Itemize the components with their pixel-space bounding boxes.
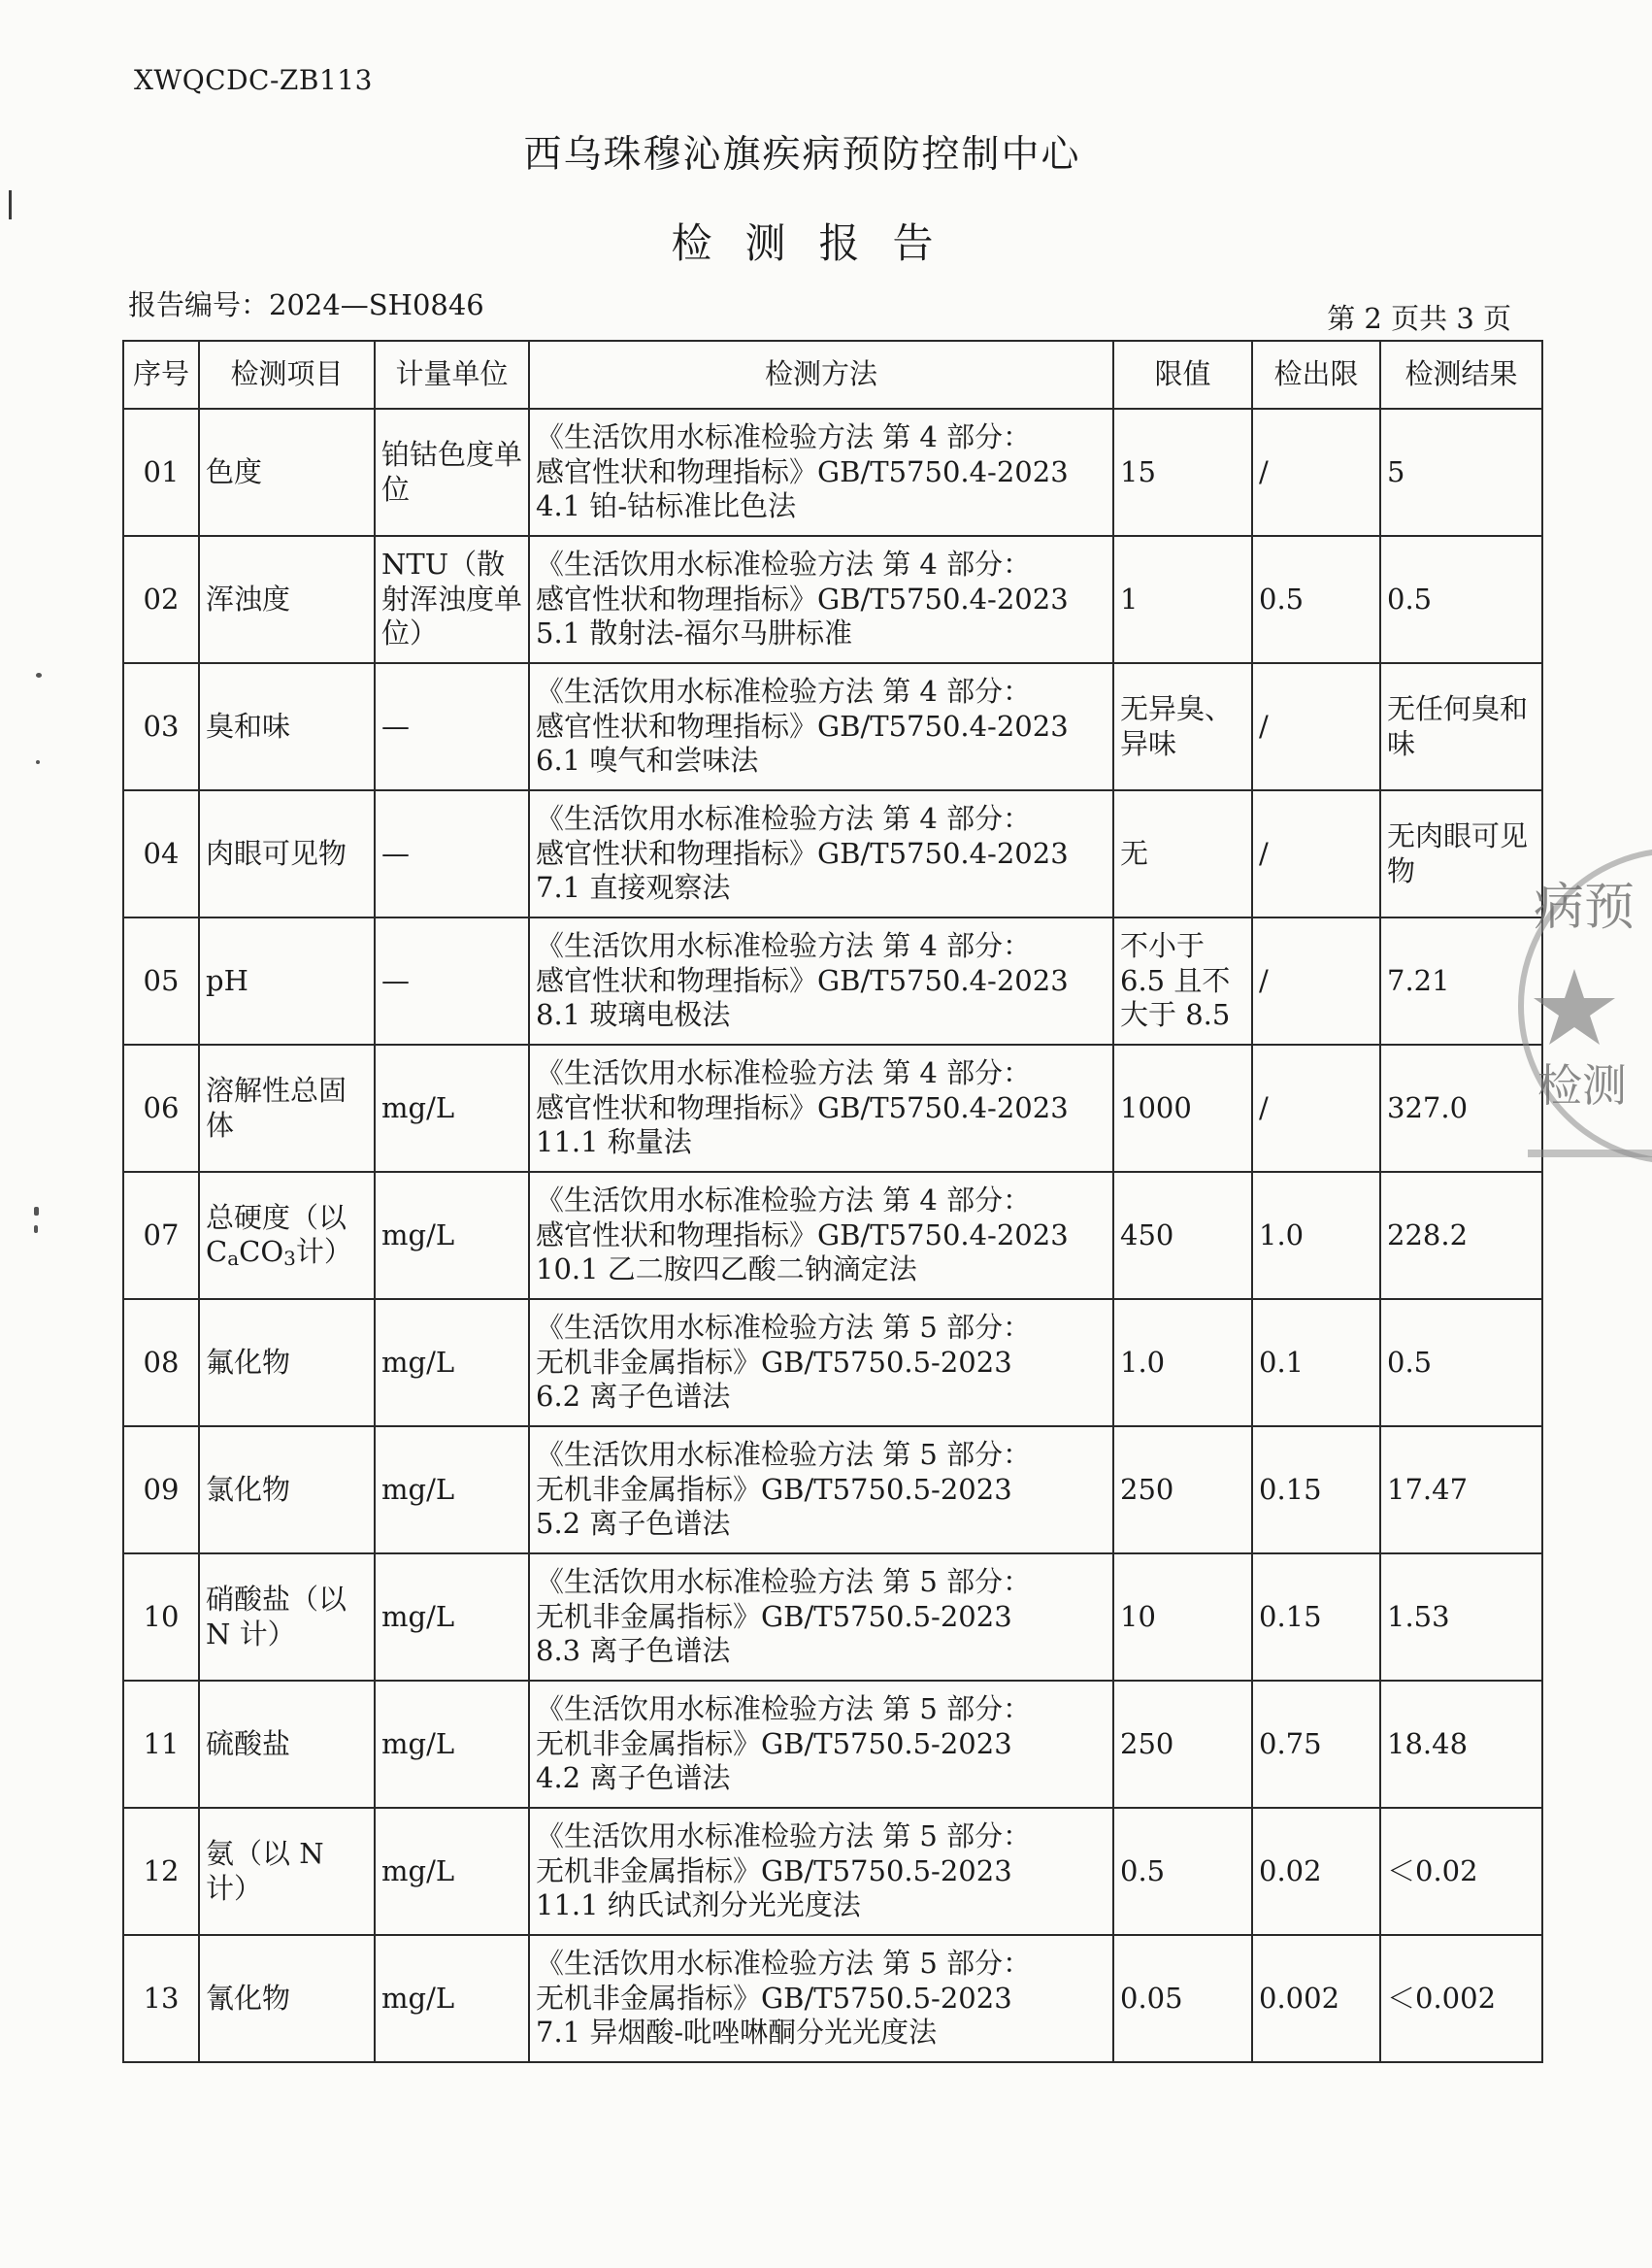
limit-value: 10 bbox=[1113, 1553, 1252, 1681]
item-text: 计） bbox=[295, 1234, 352, 1268]
method-line: 无机非金属指标》GB/T5750.5-2023 bbox=[536, 1853, 1012, 1887]
test-item: 氨（以 N 计） bbox=[199, 1808, 375, 1935]
method-line: 《生活饮用水标准检验方法 第 4 部分： bbox=[536, 929, 1032, 963]
detection-limit: 0.15 bbox=[1252, 1426, 1380, 1553]
test-result: 7.21 bbox=[1380, 917, 1542, 1045]
method-line: 感官性状和物理指标》GB/T5750.4-2023 bbox=[536, 836, 1069, 870]
header-method: 检测方法 bbox=[529, 341, 1113, 409]
table-row bbox=[123, 536, 1542, 663]
test-result: 5 bbox=[1380, 409, 1542, 536]
method bbox=[529, 917, 1113, 1045]
test-result: 18.48 bbox=[1380, 1681, 1542, 1808]
limit-value: 无 bbox=[1113, 790, 1252, 917]
method-line: 《生活饮用水标准检验方法 第 4 部分： bbox=[536, 802, 1032, 836]
row-number: 01 bbox=[123, 409, 199, 536]
method-line: 《生活饮用水标准检验方法 第 4 部分： bbox=[536, 1184, 1032, 1217]
method-line: 《生活饮用水标准检验方法 第 4 部分： bbox=[536, 548, 1032, 582]
report-title: 检测报告 bbox=[671, 219, 967, 267]
table-row bbox=[123, 1045, 1542, 1172]
unit: 铂钴色度单位 bbox=[375, 409, 529, 536]
row-number: 05 bbox=[123, 917, 199, 1045]
detection-limit: / bbox=[1252, 663, 1380, 790]
detection-limit: 0.1 bbox=[1252, 1299, 1380, 1426]
limit-value: 无异臭、异味 bbox=[1113, 663, 1252, 790]
detection-limit: 0.02 bbox=[1252, 1808, 1380, 1935]
test-result: 0.5 bbox=[1380, 1299, 1542, 1426]
method bbox=[529, 1172, 1113, 1299]
seal-star-icon bbox=[1534, 969, 1615, 1045]
table-row bbox=[123, 1681, 1542, 1808]
header-unit: 计量单位 bbox=[375, 341, 529, 409]
method-line: 5.1 散射法-福尔马肼标准 bbox=[536, 617, 853, 650]
detection-limit: / bbox=[1252, 790, 1380, 917]
detection-limit: 0.002 bbox=[1252, 1935, 1380, 2062]
method-line: 《生活饮用水标准检验方法 第 4 部分： bbox=[536, 420, 1032, 454]
method-line: 4.1 铂-钴标准比色法 bbox=[536, 489, 797, 523]
method bbox=[529, 1553, 1113, 1681]
method-line: 11.1 纳氏试剂分光光度法 bbox=[536, 1888, 861, 1922]
unit: mg/L bbox=[375, 1172, 529, 1299]
method-line: 感官性状和物理指标》GB/T5750.4-2023 bbox=[536, 454, 1069, 488]
limit-value: 1 bbox=[1113, 536, 1252, 663]
table-row bbox=[123, 409, 1542, 536]
method bbox=[529, 1045, 1113, 1172]
unit: NTU（散射浑浊度单位） bbox=[375, 536, 529, 663]
test-result: ＜0.002 bbox=[1380, 1935, 1542, 2062]
method-line: 《生活饮用水标准检验方法 第 4 部分： bbox=[536, 1056, 1032, 1090]
method-line: 感官性状和物理指标》GB/T5750.4-2023 bbox=[536, 963, 1069, 997]
method-line: 感官性状和物理指标》GB/T5750.4-2023 bbox=[536, 1217, 1069, 1251]
method-line: 《生活饮用水标准检验方法 第 5 部分： bbox=[536, 1947, 1032, 1981]
test-item: 色度 bbox=[199, 409, 375, 536]
detection-limit: 0.75 bbox=[1252, 1681, 1380, 1808]
method-line: 无机非金属指标》GB/T5750.5-2023 bbox=[536, 1472, 1012, 1506]
test-result: 无任何臭和味 bbox=[1380, 663, 1542, 790]
limit-value: 250 bbox=[1113, 1426, 1252, 1553]
detection-limit: / bbox=[1252, 917, 1380, 1045]
limit-value: 15 bbox=[1113, 409, 1252, 536]
header-detection-limit: 检出限 bbox=[1252, 341, 1380, 409]
unit: — bbox=[375, 790, 529, 917]
table-row bbox=[123, 1299, 1542, 1426]
item-subscript: a bbox=[227, 1246, 240, 1270]
results-table bbox=[122, 340, 1543, 2063]
table-row bbox=[123, 1426, 1542, 1553]
document-code: XWQCDC-ZB113 bbox=[134, 64, 373, 96]
unit: mg/L bbox=[375, 1935, 529, 2062]
unit: — bbox=[375, 663, 529, 790]
header-item: 检测项目 bbox=[199, 341, 375, 409]
method-line: 无机非金属指标》GB/T5750.5-2023 bbox=[536, 1345, 1012, 1379]
row-number: 03 bbox=[123, 663, 199, 790]
method bbox=[529, 1935, 1113, 2062]
detection-limit: / bbox=[1252, 409, 1380, 536]
row-number: 13 bbox=[123, 1935, 199, 2062]
seal-text-bottom: 检测 bbox=[1537, 1059, 1627, 1112]
scan-margin-mark bbox=[9, 190, 12, 219]
scan-speck bbox=[36, 760, 40, 764]
method bbox=[529, 1681, 1113, 1808]
method-line: 8.1 玻璃电极法 bbox=[536, 998, 731, 1032]
row-number: 07 bbox=[123, 1172, 199, 1299]
table-row bbox=[123, 1553, 1542, 1681]
method-line: 6.1 嗅气和尝味法 bbox=[536, 744, 759, 778]
row-number: 11 bbox=[123, 1681, 199, 1808]
unit: mg/L bbox=[375, 1553, 529, 1681]
method-line: 《生活饮用水标准检验方法 第 5 部分： bbox=[536, 1311, 1032, 1345]
test-item: 氟化物 bbox=[199, 1299, 375, 1426]
method-line: 5.2 离子色谱法 bbox=[536, 1507, 731, 1541]
method-line: 4.2 离子色谱法 bbox=[536, 1761, 731, 1795]
limit-value: 0.05 bbox=[1113, 1935, 1252, 2062]
method-line: 6.2 离子色谱法 bbox=[536, 1380, 731, 1414]
method-line: 8.3 离子色谱法 bbox=[536, 1634, 731, 1668]
method-line: 感官性状和物理指标》GB/T5750.4-2023 bbox=[536, 709, 1069, 743]
limit-value: 450 bbox=[1113, 1172, 1252, 1299]
method-line: 感官性状和物理指标》GB/T5750.4-2023 bbox=[536, 582, 1069, 616]
seal-edge bbox=[1528, 1150, 1652, 1157]
test-result: 1.53 bbox=[1380, 1553, 1542, 1681]
table-row bbox=[123, 790, 1542, 917]
scan-speck bbox=[36, 673, 42, 678]
header-no: 序号 bbox=[123, 341, 199, 409]
report-number: 报告编号：2024—SH0846 bbox=[128, 288, 484, 321]
official-seal-stamp bbox=[1506, 841, 1652, 1171]
test-result: 无肉眼可见物 bbox=[1380, 790, 1542, 917]
header-result: 检测结果 bbox=[1380, 341, 1542, 409]
item-subscript: 3 bbox=[283, 1246, 296, 1270]
unit: mg/L bbox=[375, 1045, 529, 1172]
table-header-row bbox=[123, 341, 1542, 409]
test-item: 浑浊度 bbox=[199, 536, 375, 663]
method bbox=[529, 1299, 1113, 1426]
test-result: ＜0.02 bbox=[1380, 1808, 1542, 1935]
organization-title: 西乌珠穆沁旗疾病预防控制中心 bbox=[523, 133, 1081, 177]
limit-value: 0.5 bbox=[1113, 1808, 1252, 1935]
unit: mg/L bbox=[375, 1808, 529, 1935]
detection-limit: 1.0 bbox=[1252, 1172, 1380, 1299]
method bbox=[529, 1808, 1113, 1935]
limit-value: 不小于 6.5 且不大于 8.5 bbox=[1113, 917, 1252, 1045]
test-item: 臭和味 bbox=[199, 663, 375, 790]
table-row bbox=[123, 1172, 1542, 1299]
method bbox=[529, 663, 1113, 790]
test-item: 溶解性总固体 bbox=[199, 1045, 375, 1172]
method-line: 《生活饮用水标准检验方法 第 5 部分： bbox=[536, 1692, 1032, 1726]
method-line: 7.1 异烟酸-吡唑啉酮分光光度法 bbox=[536, 2016, 938, 2050]
test-item: 肉眼可见物 bbox=[199, 790, 375, 917]
test-item: pH bbox=[199, 917, 375, 1045]
row-number: 04 bbox=[123, 790, 199, 917]
test-item: 硝酸盐（以 N 计） bbox=[199, 1553, 375, 1681]
test-item: 氯化物 bbox=[199, 1426, 375, 1553]
method-line: 11.1 称量法 bbox=[536, 1125, 692, 1159]
method-line: 无机非金属指标》GB/T5750.5-2023 bbox=[536, 1726, 1012, 1760]
test-item: 氰化物 bbox=[199, 1935, 375, 2062]
scan-speck bbox=[34, 1225, 38, 1233]
limit-value: 250 bbox=[1113, 1681, 1252, 1808]
limit-value: 1000 bbox=[1113, 1045, 1252, 1172]
table-row bbox=[123, 1808, 1542, 1935]
row-number: 12 bbox=[123, 1808, 199, 1935]
row-number: 02 bbox=[123, 536, 199, 663]
unit: mg/L bbox=[375, 1299, 529, 1426]
unit: — bbox=[375, 917, 529, 1045]
test-result: 228.2 bbox=[1380, 1172, 1542, 1299]
unit: mg/L bbox=[375, 1681, 529, 1808]
row-number: 10 bbox=[123, 1553, 199, 1681]
row-number: 08 bbox=[123, 1299, 199, 1426]
row-number: 06 bbox=[123, 1045, 199, 1172]
table-row bbox=[123, 1935, 1542, 2062]
table-row bbox=[123, 917, 1542, 1045]
method-line: 7.1 直接观察法 bbox=[536, 871, 731, 905]
method-line: 无机非金属指标》GB/T5750.5-2023 bbox=[536, 1981, 1012, 2015]
header-limit: 限值 bbox=[1113, 341, 1252, 409]
method-line: 《生活饮用水标准检验方法 第 4 部分： bbox=[536, 675, 1032, 709]
method bbox=[529, 536, 1113, 663]
test-result: 327.0 bbox=[1380, 1045, 1542, 1172]
table-row bbox=[123, 663, 1542, 790]
test-item: 硫酸盐 bbox=[199, 1681, 375, 1808]
seal-text-top: 病预 bbox=[1534, 879, 1635, 937]
unit: mg/L bbox=[375, 1426, 529, 1553]
method bbox=[529, 1426, 1113, 1553]
scan-speck bbox=[34, 1207, 39, 1216]
detection-limit: 0.5 bbox=[1252, 536, 1380, 663]
method-line: 《生活饮用水标准检验方法 第 5 部分： bbox=[536, 1819, 1032, 1853]
item-text: CO bbox=[239, 1234, 284, 1268]
detection-limit: 0.15 bbox=[1252, 1553, 1380, 1681]
item-text: 总硬度（以 C bbox=[206, 1200, 347, 1268]
method bbox=[529, 409, 1113, 536]
limit-value: 1.0 bbox=[1113, 1299, 1252, 1426]
detection-limit: / bbox=[1252, 1045, 1380, 1172]
page-indicator: 第 2 页共 3 页 bbox=[1327, 302, 1511, 335]
test-item bbox=[199, 1172, 375, 1299]
method-line: 《生活饮用水标准检验方法 第 5 部分： bbox=[536, 1438, 1032, 1472]
test-result: 0.5 bbox=[1380, 536, 1542, 663]
row-number: 09 bbox=[123, 1426, 199, 1553]
test-result: 17.47 bbox=[1380, 1426, 1542, 1553]
method-line: 《生活饮用水标准检验方法 第 5 部分： bbox=[536, 1565, 1032, 1599]
method-line: 无机非金属指标》GB/T5750.5-2023 bbox=[536, 1599, 1012, 1633]
method-line: 10.1 乙二胺四乙酸二钠滴定法 bbox=[536, 1252, 917, 1286]
method-line: 感官性状和物理指标》GB/T5750.4-2023 bbox=[536, 1090, 1069, 1124]
method bbox=[529, 790, 1113, 917]
